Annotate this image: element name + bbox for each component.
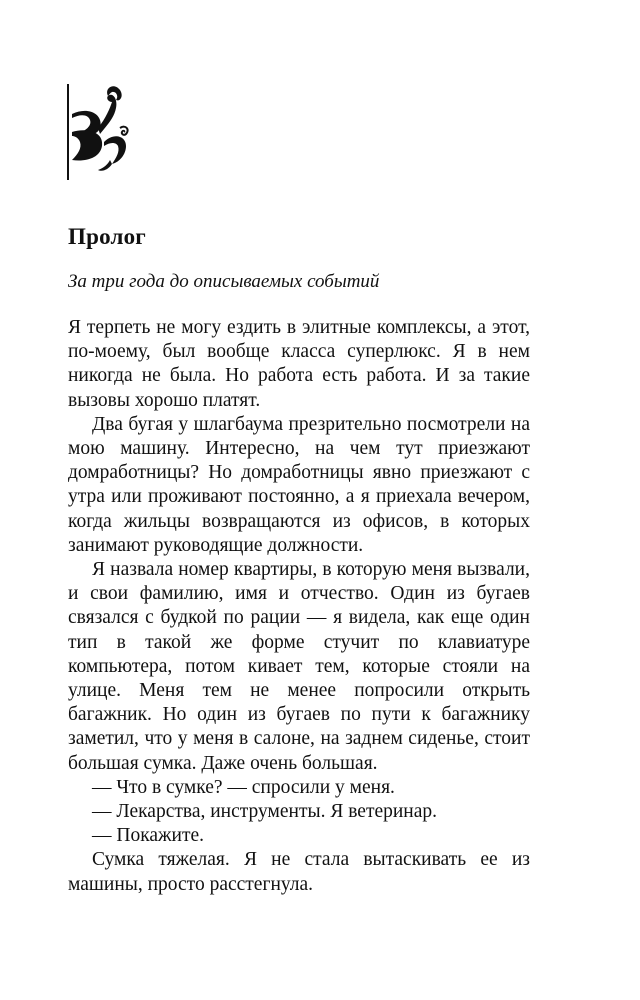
paragraph-4: Сумка тяжелая. Я не стала вытаскивать ее из машины, просто расстегнула. [68, 849, 530, 895]
dialogue-line-1: — Что в сумке? — спросили у меня. [92, 776, 395, 798]
dialogue-line-2: — Лекарства, инструменты. Я ветеринар. [92, 801, 438, 823]
paragraph-3: Я назвала номер квартиры, в которую меня вызвали, и свои фамилию, имя и отчество. Один из бугаев связался с будкой по рации — я видела, как еще один тип в такой же форме стучит по клавиатуре компьютера, потом кивает тем, которые стояли на улице. Меня тем не менее попросили открыть багажник. Но один из бугаев по пути к багажнику заметил, что у меня в салоне, на заднем сиденье, стоит большая сумка. Даже очень большая. [68, 559, 530, 774]
paragraph-1: Я терпеть не могу ездить в элитные комплексы, а этот, по-моему, был вообще класса суперлюкс. Я в нем никогда не была. Но работа есть работа. И за такие вызовы хорошо платят. [68, 317, 530, 411]
body-text [68, 316, 530, 897]
chapter-title: Пролог [68, 224, 146, 249]
floral-ornament-icon [64, 84, 144, 184]
chapter-epigraph: За три года до описываемых событий [68, 271, 380, 292]
paragraph-2: Два бугая у шлагбаума презрительно посмотрели на мою машину. Интересно, на чем тут приезжают домработницы? Но домработницы явно приезжают с утра или проживают постоянно, а я приехала вечером, когда жильцы возвращаются из офисов, в которых занимают руководящие должности. [68, 413, 530, 556]
dialogue-line-3: — Покажите. [92, 825, 205, 847]
